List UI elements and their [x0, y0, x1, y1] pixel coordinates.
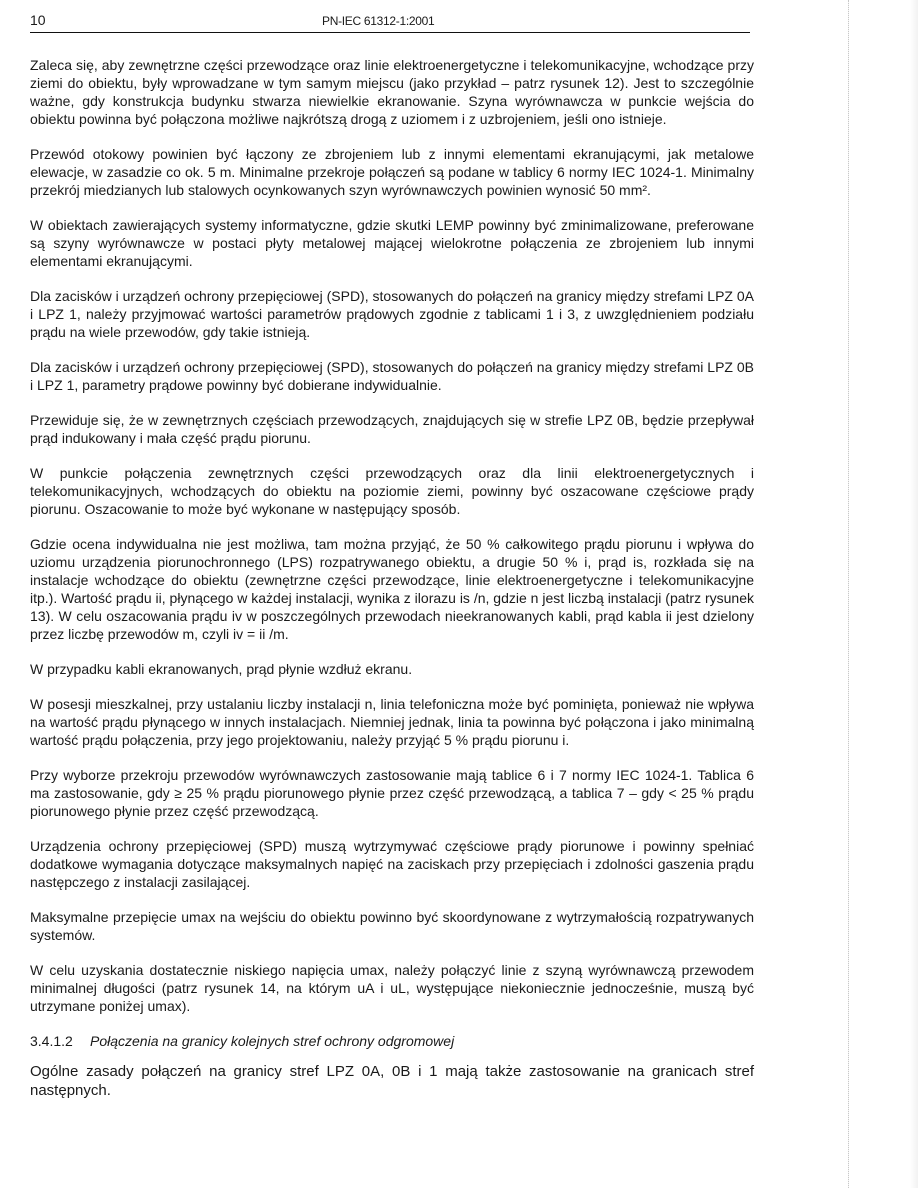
- paragraph-10: W posesji mieszkalnej, przy ustalaniu liczby instalacji n, linia telefoniczna może być pominięta, ponieważ nie wpływa na wartość prądu płynącego w innych instalacjach. Niemniej jednak, linia ta powinna być połączona i jako minimalną wartość prądu połączenia, przy jego projektowaniu, należy przyjąć 5 % prądu piorunu i.: [30, 696, 754, 748]
- page-header: [30, 10, 750, 33]
- document-id: PN-IEC 61312-1:2001: [322, 14, 435, 28]
- paragraph-14: W celu uzyskania dostatecznie niskiego napięcia umax, należy połączyć linie z szyną wyrównawczą przewodem minimalnej długości (patrz rysunek 14, na którym uA i uL, występujące niekoniecznie jednocześnie, muszą być utrzymane poniżej umax).: [30, 962, 754, 1014]
- page-number: 10: [30, 12, 46, 28]
- paragraph-1: Zaleca się, aby zewnętrzne części przewodzące oraz linie elektroenergetyczne i telekomunikacyjne, wchodzące przy ziemi do obiektu, były wprowadzane w tym samym miejscu (jako przykład – patrz rysunek 12). Jest to szczególnie ważne, gdy konstrukcja budynku stwarza niewielkie ekranowanie. Szyna wyrównawcza w punkcie wejścia do obiektu powinna być połączona możliwe najkrótszą drogą z uziomem i z uzbrojeniem, jeśli ono istnieje.: [30, 57, 754, 127]
- paragraph-7: W punkcie połączenia zewnętrznych części przewodzących oraz dla linii elektroenergetycznych i telekomunikacyjnych, wchodzących do obiektu na poziomie ziemi, powinny być oszacowane częściowe prądy piorunu. Oszacowanie to może być wykonane w następujący sposób.: [30, 465, 754, 517]
- paragraph-2: Przewód otokowy powinien być łączony ze zbrojeniem lub z innymi elementami ekranującymi, jak metalowe elewacje, w zasadzie co ok. 5 m. Minimalne przekroje połączeń są podane w tablicy 6 normy IEC 1024-1. Minimalny przekrój miedzianych lub stalowych ocynkowanych szyn wyrównawczych powinien wynosić 50 mm².: [30, 146, 754, 198]
- paragraph-11: Przy wyborze przekroju przewodów wyrównawczych zastosowanie mają tablice 6 i 7 normy IEC 1024-1. Tablica 6 ma zastosowanie, gdy ≥ 25 % prądu piorunowego płynie przez część przewodzącą, a tablica 7 – gdy < 25 % prądu piorunowego płynie przez część przewodzącą.: [30, 767, 754, 819]
- scanned-page-edge: [848, 0, 918, 1188]
- paragraph-5: Dla zacisków i urządzeń ochrony przepięciowej (SPD), stosowanych do połączeń na granicy między strefami LPZ 0B i LPZ 1, parametry prądowe powinny być dobierane indywidualnie.: [30, 359, 754, 393]
- paragraph-6: Przewiduje się, że w zewnętrznych częściach przewodzących, znajdujących się w strefie LPZ 0B, będzie przepływał prąd indukowany i mała część prądu piorunu.: [30, 412, 754, 446]
- paragraph-9: W przypadku kabli ekranowanych, prąd płynie wzdłuż ekranu.: [30, 661, 413, 677]
- section-title: Połączenia na granicy kolejnych stref ochrony odgromowej: [90, 1033, 455, 1049]
- section-heading: [30, 1032, 754, 1050]
- paragraph-12: Urządzenia ochrony przepięciowej (SPD) muszą wytrzymywać częściowe prądy piorunowe i powinny spełniać dodatkowe wymagania dotyczące maksymalnych napięć na zaciskach przy przepięciach i zdolności gaszenia prądu następczego z instalacji zasilającej.: [30, 838, 754, 890]
- paragraph-3: W obiektach zawierających systemy informatyczne, gdzie skutki LEMP powinny być zminimalizowane, preferowane są szyny wyrównawcze w postaci płyty metalowej mającej wielokrotne połączenia ze zbrojeniem lub innymi elementami ekranującymi.: [30, 217, 754, 269]
- paragraph-4: Dla zacisków i urządzeń ochrony przepięciowej (SPD), stosowanych do połączeń na granicy między strefami LPZ 0A i LPZ 1, należy przyjmować wartości parametrów prądowych zgodnie z tablicami 1 i 3, z uwzględnieniem podziału prądu na wiele przewodów, gdy takie istnieją.: [30, 288, 754, 340]
- document-body: [30, 56, 754, 1117]
- section-number: 3.4.1.2: [30, 1033, 73, 1049]
- paragraph-13: Maksymalne przepięcie umax na wejściu do obiektu powinno być skoordynowane z wytrzymałością rozpatrywanych systemów.: [30, 909, 754, 943]
- final-paragraph: Ogólne zasady połączeń na granicy stref LPZ 0A, 0B i 1 mają także zastosowanie na granicach stref następnych.: [30, 1063, 754, 1099]
- paragraph-8: Gdzie ocena indywidualna nie jest możliwa, tam można przyjąć, że 50 % całkowitego prądu piorunu i wpływa do uziomu urządzenia piorunochronnego (LPS) rozpatrywanego obiektu, a drugie 50 % i, prąd is, rozkłada się na instalacje wchodzące do obiektu (zewnętrzne części przewodzące, linie elektroenergetyczne i telekomunikacyjne itp.). Wartość prądu ii, płynącego w każdej instalacji, wynika z ilorazu is /n, gdzie n jest liczbą instalacji (patrz rysunek 13). W celu oszacowania prądu iv w poszczególnych przewodach nieekranowanych kabli, prąd kabla ii jest dzielony przez liczbę przewodów m, czyli iv = ii /m.: [30, 536, 754, 642]
